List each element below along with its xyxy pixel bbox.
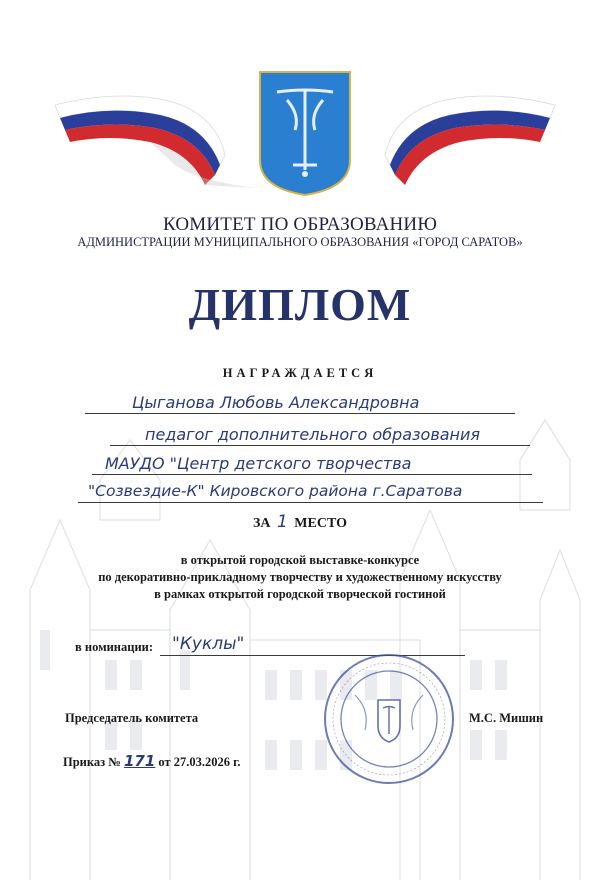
administration-heading: АДМИНИСТРАЦИИ МУНИЦИПАЛЬНОГО ОБРАЗОВАНИЯ «ГОРОД САРАТОВ» xyxy=(77,235,523,249)
description-line-1: в открытой городской выставке-конкурсе xyxy=(180,553,420,567)
recipient-position: педагог дополнительного образования xyxy=(145,425,481,444)
order-line xyxy=(63,752,241,770)
right-ribbon xyxy=(385,96,555,185)
underline xyxy=(85,413,515,414)
saratov-shield-icon xyxy=(260,72,350,195)
order-date: 27.03.2026 г. xyxy=(173,755,241,769)
signature-role: Председатель комитета xyxy=(65,711,199,725)
recipient-organization-cont: "Созвездие-К" Кировского района г.Саратова xyxy=(88,482,463,500)
underline xyxy=(92,474,532,475)
description-line-3: в рамках открытой городской творческой гостиной xyxy=(154,587,446,601)
recipient-organization: МАУДО "Центр детского творчества xyxy=(105,454,412,473)
left-ribbon xyxy=(55,96,255,188)
nomination-label: в номинации: xyxy=(75,640,154,654)
nomination-value: "Куклы" xyxy=(172,634,245,654)
underline xyxy=(78,502,543,503)
signature-name: М.С. Мишин xyxy=(469,711,544,725)
description-line-2: по декоративно-прикладному творчеству и художественному искусству xyxy=(98,570,502,584)
awarded-label: НАГРАЖДАЕТСЯ xyxy=(222,366,378,380)
place-number: 1 xyxy=(276,512,288,532)
place-prefix: ЗА xyxy=(252,516,271,531)
underline xyxy=(110,445,530,446)
diploma-title: ДИПЛОМ xyxy=(188,279,412,330)
committee-heading: КОМИТЕТ ПО ОБРАЗОВАНИЮ xyxy=(162,214,438,235)
saratov-emblem-with-ribbon xyxy=(55,70,555,200)
official-seal-stamp xyxy=(320,650,458,788)
recipient-name: Цыганова Любовь Александровна xyxy=(132,393,420,412)
place-suffix: МЕСТО xyxy=(294,516,348,531)
place-line xyxy=(0,512,600,532)
order-number: 171 xyxy=(123,752,156,770)
order-prefix: Приказ № xyxy=(63,755,121,769)
order-middle: от xyxy=(158,755,171,769)
